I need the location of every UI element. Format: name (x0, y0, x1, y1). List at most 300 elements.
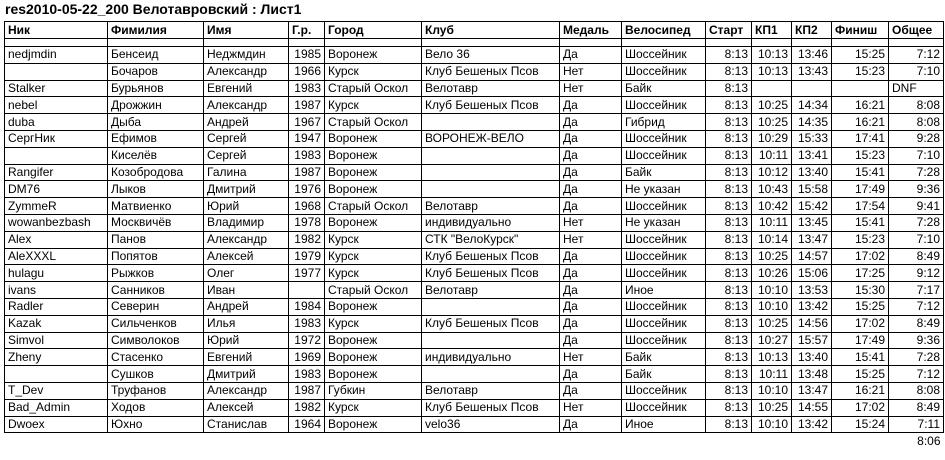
cell-surname: Дрожжин (108, 97, 204, 114)
cell-city: Старый Оскол (325, 114, 422, 131)
cell-city: Курск (325, 315, 422, 332)
cell-cp2: 13:41 (792, 147, 832, 164)
footer-empty-cell (289, 433, 325, 449)
cell-name: Илья (204, 315, 289, 332)
table-row (5, 416, 944, 433)
cell-bike: Шоссейник (622, 47, 706, 64)
cell-medal: Да (560, 114, 622, 131)
cell-surname: Северин (108, 298, 204, 315)
cell-nick: DM76 (5, 181, 108, 198)
cell-finish: 16:21 (832, 97, 889, 114)
cell-name: Евгений (204, 80, 289, 97)
table-row (5, 198, 944, 215)
cell-finish: 17:25 (832, 265, 889, 282)
cell-nick: hulagu (5, 265, 108, 282)
cell-start: 8:13 (706, 130, 752, 147)
cell-name: Андрей (204, 114, 289, 131)
cell-cp1 (752, 80, 792, 97)
cell-medal: Нет (560, 63, 622, 80)
cell-city: Воронеж (325, 147, 422, 164)
cell-birth-year: 1977 (289, 265, 325, 282)
cell-cp2 (792, 80, 832, 97)
table-row (5, 231, 944, 248)
cell-nick: Rangifer (5, 164, 108, 181)
cell-birth-year: 1964 (289, 416, 325, 433)
cell-finish: 15:41 (832, 214, 889, 231)
cell-name: Евгений (204, 349, 289, 366)
table-row (5, 164, 944, 181)
cell-surname: Панов (108, 231, 204, 248)
cell-total: 7:12 (889, 298, 944, 315)
cell-bike: Шоссейник (622, 298, 706, 315)
footer-empty-cell (752, 433, 792, 449)
cell-bike: Гибрид (622, 114, 706, 131)
cell-bike: Шоссейник (622, 130, 706, 147)
header-finish: Финиш (832, 22, 889, 39)
cell-city: Курск (325, 97, 422, 114)
cell-nick: AleXXXL (5, 248, 108, 265)
cell-city: Старый Оскол (325, 80, 422, 97)
cell-name: Владимир (204, 214, 289, 231)
cell-city: Курск (325, 63, 422, 80)
cell-medal: Да (560, 416, 622, 433)
table-row (5, 214, 944, 231)
header-bike: Велосипед (622, 22, 706, 39)
cell-cp1: 10:10 (752, 416, 792, 433)
cell-bike: Шоссейник (622, 315, 706, 332)
cell-city: Воронеж (325, 47, 422, 64)
cell-surname: Сильченков (108, 315, 204, 332)
cell-name: Александр (204, 382, 289, 399)
results-table (4, 21, 944, 449)
cell-medal: Нет (560, 399, 622, 416)
cell-club: Клуб Бешеных Псов (422, 265, 560, 282)
cell-total: 7:28 (889, 164, 944, 181)
cell-total: 7:10 (889, 63, 944, 80)
cell-cp1: 10:25 (752, 114, 792, 131)
cell-city: Воронеж (325, 181, 422, 198)
cell-cp2: 15:57 (792, 332, 832, 349)
header-city: Город (325, 22, 422, 39)
cell-finish: 17:02 (832, 248, 889, 265)
cell-nick: СергНик (5, 130, 108, 147)
cell-finish: 15:24 (832, 416, 889, 433)
cell-finish: 17:02 (832, 315, 889, 332)
cell-club: Вело 36 (422, 47, 560, 64)
cell-city: Воронеж (325, 366, 422, 383)
cell-cp1: 10:14 (752, 231, 792, 248)
cell-medal: Нет (560, 214, 622, 231)
cell-start: 8:13 (706, 366, 752, 383)
cell-club: ВОРОНЕЖ-ВЕЛО (422, 130, 560, 147)
cell-total: 9:36 (889, 332, 944, 349)
cell-bike: Иное (622, 416, 706, 433)
cell-name: Иван (204, 282, 289, 299)
cell-medal: Да (560, 130, 622, 147)
cell-cp2: 15:58 (792, 181, 832, 198)
header-cp1: КП1 (752, 22, 792, 39)
table-row (5, 97, 944, 114)
cell-start: 8:13 (706, 181, 752, 198)
cell-city: Воронеж (325, 164, 422, 181)
cell-bike: Байк (622, 349, 706, 366)
cell-nick: wowanbezbash (5, 214, 108, 231)
cell-nick: Radler (5, 298, 108, 315)
cell-cp2: 13:48 (792, 366, 832, 383)
cell-total: 8:08 (889, 97, 944, 114)
cell-club (422, 181, 560, 198)
footer-empty-cell (832, 433, 889, 449)
cell-surname: Попятов (108, 248, 204, 265)
cell-medal: Да (560, 164, 622, 181)
cell-city: Курск (325, 231, 422, 248)
cell-bike: Шоссейник (622, 248, 706, 265)
cell-cp1: 10:13 (752, 349, 792, 366)
cell-medal: Да (560, 298, 622, 315)
table-row (5, 47, 944, 64)
cell-bike: Не указан (622, 214, 706, 231)
cell-medal: Да (560, 366, 622, 383)
cell-total: 8:49 (889, 399, 944, 416)
cell-medal: Да (560, 97, 622, 114)
cell-nick: nedjmdin (5, 47, 108, 64)
cell-start: 8:13 (706, 349, 752, 366)
cell-birth-year: 1983 (289, 366, 325, 383)
header-total: Общее (889, 22, 944, 39)
cell-cp1: 10:25 (752, 315, 792, 332)
cell-name: Юрий (204, 332, 289, 349)
cell-medal: Нет (560, 231, 622, 248)
table-row (5, 349, 944, 366)
footer-empty-cell (622, 433, 706, 449)
cell-cp1: 10:13 (752, 63, 792, 80)
cell-name: Галина (204, 164, 289, 181)
cell-start: 8:13 (706, 282, 752, 299)
cell-club: Велотавр (422, 80, 560, 97)
header-row (5, 22, 944, 39)
footer-row (5, 433, 944, 449)
cell-club: Клуб Бешеных Псов (422, 63, 560, 80)
cell-finish: 17:49 (832, 181, 889, 198)
cell-club: индивидуально (422, 214, 560, 231)
cell-finish: 15:25 (832, 47, 889, 64)
cell-start: 8:13 (706, 164, 752, 181)
table-row (5, 130, 944, 147)
cell-name: Станислав (204, 416, 289, 433)
table-row (5, 282, 944, 299)
cell-cp1: 10:11 (752, 214, 792, 231)
cell-start: 8:13 (706, 80, 752, 97)
cell-surname: Матвиенко (108, 198, 204, 215)
cell-start: 8:13 (706, 114, 752, 131)
cell-club: Клуб Бешеных Псов (422, 315, 560, 332)
blank-row (5, 39, 944, 47)
cell-nick (5, 147, 108, 164)
cell-birth-year: 1978 (289, 214, 325, 231)
cell-bike: Шоссейник (622, 231, 706, 248)
cell-start: 8:13 (706, 399, 752, 416)
cell-start: 8:13 (706, 63, 752, 80)
cell-total: 7:10 (889, 147, 944, 164)
cell-start: 8:13 (706, 97, 752, 114)
footer-empty-cell (422, 433, 560, 449)
cell-cp2: 13:45 (792, 214, 832, 231)
cell-nick: nebel (5, 97, 108, 114)
cell-start: 8:13 (706, 231, 752, 248)
cell-club (422, 164, 560, 181)
cell-total: 7:17 (889, 282, 944, 299)
cell-surname: Стасенко (108, 349, 204, 366)
cell-medal: Да (560, 315, 622, 332)
cell-start: 8:13 (706, 214, 752, 231)
cell-cp2: 15:42 (792, 198, 832, 215)
cell-cp1: 10:10 (752, 298, 792, 315)
header-nick: Ник (5, 22, 108, 39)
table-row (5, 114, 944, 131)
footer-empty-cell (706, 433, 752, 449)
cell-club: Клуб Бешеных Псов (422, 97, 560, 114)
cell-surname: Символоков (108, 332, 204, 349)
cell-medal: Нет (560, 349, 622, 366)
cell-surname: Козобродова (108, 164, 204, 181)
cell-finish: 15:41 (832, 164, 889, 181)
cell-cp2: 13:42 (792, 416, 832, 433)
cell-bike: Шоссейник (622, 63, 706, 80)
cell-surname: Труфанов (108, 382, 204, 399)
cell-cp1: 10:10 (752, 382, 792, 399)
cell-nick: Dwoex (5, 416, 108, 433)
cell-total: 7:12 (889, 47, 944, 64)
cell-name: Дмитрий (204, 366, 289, 383)
cell-cp2: 14:34 (792, 97, 832, 114)
cell-nick (5, 63, 108, 80)
cell-total: 8:08 (889, 382, 944, 399)
cell-club (422, 298, 560, 315)
cell-bike: Шоссейник (622, 399, 706, 416)
cell-cp2: 13:40 (792, 349, 832, 366)
header-medal: Медаль (560, 22, 622, 39)
cell-cp1: 10:29 (752, 130, 792, 147)
cell-name: Алексей (204, 399, 289, 416)
cell-start: 8:13 (706, 332, 752, 349)
cell-medal: Да (560, 47, 622, 64)
cell-nick: Kazak (5, 315, 108, 332)
cell-cp1: 10:11 (752, 147, 792, 164)
table-row (5, 399, 944, 416)
cell-bike: Иное (622, 282, 706, 299)
cell-total: 7:12 (889, 366, 944, 383)
cell-cp2: 14:56 (792, 315, 832, 332)
cell-cp1: 10:43 (752, 181, 792, 198)
cell-club: Велотавр (422, 382, 560, 399)
cell-finish: 17:41 (832, 130, 889, 147)
footer-empty-cell (108, 433, 204, 449)
cell-name: Неджмдин (204, 47, 289, 64)
cell-city: Воронеж (325, 298, 422, 315)
cell-cp2: 13:43 (792, 63, 832, 80)
cell-city: Воронеж (325, 416, 422, 433)
cell-medal: Да (560, 332, 622, 349)
cell-surname: Бенсеид (108, 47, 204, 64)
cell-name: Александр (204, 231, 289, 248)
table-row (5, 63, 944, 80)
cell-birth-year: 1976 (289, 181, 325, 198)
cell-cp2: 15:06 (792, 265, 832, 282)
table-row (5, 332, 944, 349)
cell-total: 7:10 (889, 231, 944, 248)
cell-finish: 16:21 (832, 114, 889, 131)
cell-nick: Stalker (5, 80, 108, 97)
cell-club: Велотавр (422, 282, 560, 299)
cell-bike: Шоссейник (622, 198, 706, 215)
cell-bike: Шоссейник (622, 382, 706, 399)
cell-nick: T_Dev (5, 382, 108, 399)
cell-total: 9:12 (889, 265, 944, 282)
cell-start: 8:13 (706, 198, 752, 215)
cell-medal: Да (560, 181, 622, 198)
cell-surname: Бочаров (108, 63, 204, 80)
cell-total: DNF (889, 80, 944, 97)
cell-finish: 17:54 (832, 198, 889, 215)
cell-start: 8:13 (706, 416, 752, 433)
cell-surname: Лыков (108, 181, 204, 198)
cell-finish: 17:49 (832, 332, 889, 349)
cell-bike: Байк (622, 164, 706, 181)
cell-start: 8:13 (706, 147, 752, 164)
table-row (5, 248, 944, 265)
cell-nick: ZymmeR (5, 198, 108, 215)
header-club: Клуб (422, 22, 560, 39)
table-row (5, 80, 944, 97)
cell-birth-year: 1987 (289, 382, 325, 399)
cell-total: 7:28 (889, 349, 944, 366)
cell-birth-year: 1987 (289, 97, 325, 114)
cell-finish: 15:23 (832, 231, 889, 248)
cell-cp2: 13:53 (792, 282, 832, 299)
cell-start: 8:13 (706, 382, 752, 399)
footer-empty-cell (560, 433, 622, 449)
table-row (5, 298, 944, 315)
cell-birth-year: 1985 (289, 47, 325, 64)
cell-medal: Нет (560, 80, 622, 97)
footer-empty-cell (204, 433, 289, 449)
cell-finish: 15:23 (832, 147, 889, 164)
table-row (5, 265, 944, 282)
cell-finish: 15:25 (832, 298, 889, 315)
cell-cp1: 10:42 (752, 198, 792, 215)
cell-finish: 17:02 (832, 399, 889, 416)
cell-club (422, 147, 560, 164)
cell-club (422, 332, 560, 349)
cell-birth-year: 1966 (289, 63, 325, 80)
cell-cp2: 14:35 (792, 114, 832, 131)
cell-total: 9:36 (889, 181, 944, 198)
cell-bike: Шоссейник (622, 97, 706, 114)
cell-city: Курск (325, 265, 422, 282)
cell-birth-year: 1984 (289, 298, 325, 315)
cell-start: 8:13 (706, 315, 752, 332)
cell-surname: Киселёв (108, 147, 204, 164)
cell-bike: Шоссейник (622, 147, 706, 164)
cell-birth-year: 1982 (289, 399, 325, 416)
cell-surname: Сушков (108, 366, 204, 383)
footer-empty-cell (792, 433, 832, 449)
cell-surname: Ефимов (108, 130, 204, 147)
cell-start: 8:13 (706, 248, 752, 265)
cell-total: 8:49 (889, 315, 944, 332)
cell-finish: 15:23 (832, 63, 889, 80)
cell-birth-year: 1968 (289, 198, 325, 215)
cell-surname: Бурьянов (108, 80, 204, 97)
cell-city: Воронеж (325, 130, 422, 147)
cell-total: 8:08 (889, 114, 944, 131)
cell-name: Александр (204, 63, 289, 80)
cell-name: Юрий (204, 198, 289, 215)
cell-club: Клуб Бешеных Псов (422, 399, 560, 416)
cell-nick: Simvol (5, 332, 108, 349)
footer-empty-cell (5, 433, 108, 449)
cell-cp2: 14:55 (792, 399, 832, 416)
cell-cp2: 15:33 (792, 130, 832, 147)
cell-cp2: 14:57 (792, 248, 832, 265)
cell-city: Старый Оскол (325, 282, 422, 299)
cell-surname: Дыба (108, 114, 204, 131)
cell-finish: 16:21 (832, 382, 889, 399)
cell-birth-year: 1987 (289, 164, 325, 181)
cell-nick (5, 366, 108, 383)
cell-birth-year (289, 282, 325, 299)
cell-total: 7:28 (889, 214, 944, 231)
header-surname: Фимилия (108, 22, 204, 39)
header-birth-year: Г.р. (289, 22, 325, 39)
cell-surname: Ходов (108, 399, 204, 416)
cell-bike: Шоссейник (622, 265, 706, 282)
cell-club (422, 114, 560, 131)
cell-medal: Да (560, 248, 622, 265)
cell-medal: Да (560, 382, 622, 399)
cell-birth-year: 1972 (289, 332, 325, 349)
cell-club (422, 366, 560, 383)
cell-name: Олег (204, 265, 289, 282)
cell-cp2: 13:47 (792, 382, 832, 399)
cell-finish: 15:41 (832, 349, 889, 366)
cell-nick: duba (5, 114, 108, 131)
cell-nick: ivans (5, 282, 108, 299)
cell-birth-year: 1982 (289, 231, 325, 248)
cell-city: Губкин (325, 382, 422, 399)
cell-city: Старый Оскол (325, 198, 422, 215)
cell-finish: 15:30 (832, 282, 889, 299)
cell-city: Воронеж (325, 332, 422, 349)
cell-name: Андрей (204, 298, 289, 315)
table-row (5, 315, 944, 332)
header-start: Старт (706, 22, 752, 39)
cell-city: Курск (325, 399, 422, 416)
table-row (5, 147, 944, 164)
sheet-title: res2010-05-22_200 Велотавровский : Лист1 (5, 1, 302, 17)
cell-medal: Да (560, 265, 622, 282)
cell-nick: Zheny (5, 349, 108, 366)
table-row (5, 382, 944, 399)
cell-nick: Bad_Admin (5, 399, 108, 416)
table-row (5, 366, 944, 383)
cell-start: 8:13 (706, 265, 752, 282)
cell-cp1: 10:25 (752, 399, 792, 416)
cell-cp1: 10:26 (752, 265, 792, 282)
cell-city: Воронеж (325, 214, 422, 231)
cell-nick: Alex (5, 231, 108, 248)
cell-cp1: 10:25 (752, 248, 792, 265)
